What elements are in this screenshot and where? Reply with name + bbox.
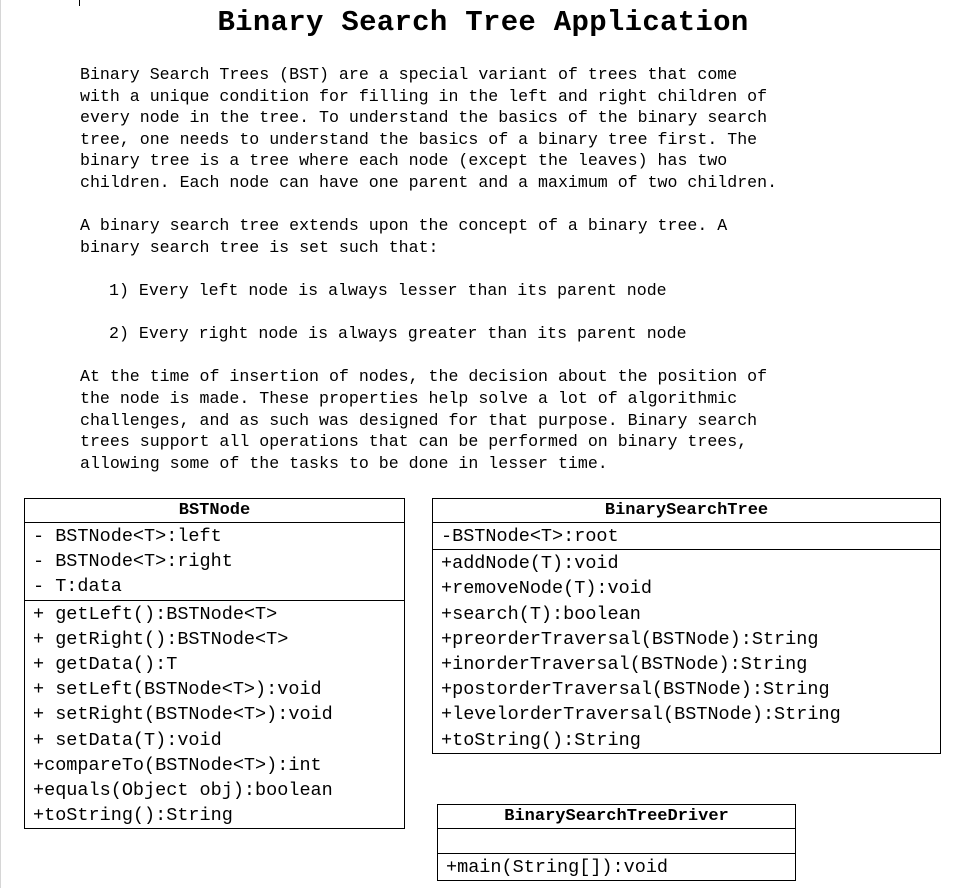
intro-line: children. Each node can have one parent and a maximum of two children. <box>80 172 778 192</box>
method-row: + getLeft():BSTNode<T> <box>33 603 278 625</box>
list-item: 1) Every left node is always lesser than its parent node <box>109 280 667 300</box>
method-row: +addNode(T):void <box>441 553 619 575</box>
field-row: -BSTNode<T>:root <box>441 526 619 547</box>
page-title: Binary Search Tree Application <box>217 6 749 39</box>
intro-text <box>80 64 900 474</box>
class-box-binary-search-tree <box>432 498 941 754</box>
method-row: +main(String[]):void <box>446 857 669 878</box>
methods-section <box>438 854 795 880</box>
intro-line: binary search tree is set such that: <box>80 237 439 257</box>
intro-line: binary tree is a tree where each node (except the leaves) has two <box>80 151 728 171</box>
intro-line: tree, one needs to understand the basics of a binary tree first. The <box>80 129 758 149</box>
method-row: + setLeft(BSTNode<T>):void <box>33 679 322 701</box>
class-name: BSTNode <box>25 499 404 523</box>
fields-section <box>438 829 795 854</box>
intro-line: trees support all operations that can be performed on binary trees, <box>80 432 748 452</box>
intro-line: the node is made. These properties help solve a lot of algorithmic <box>80 388 738 408</box>
class-box-binary-search-tree-driver <box>437 804 796 881</box>
intro-line: with a unique condition for filling in the left and right children of <box>80 86 768 106</box>
list-item: 2) Every right node is always greater than its parent node <box>109 324 687 344</box>
fields-section <box>433 523 940 550</box>
method-row: +removeNode(T):void <box>441 578 652 600</box>
method-row: + getRight():BSTNode<T> <box>33 628 289 650</box>
field-row: - BSTNode<T>:right <box>33 551 233 573</box>
method-row: +inorderTraversal(BSTNode):String <box>441 654 808 676</box>
intro-line: Binary Search Trees (BST) are a special variant of trees that come <box>80 65 738 84</box>
methods-section <box>433 550 940 753</box>
intro-line: every node in the tree. To understand the basics of the binary search <box>80 108 768 128</box>
method-row: +toString():String <box>33 805 233 827</box>
class-box-bstnode <box>24 498 405 829</box>
method-row: +preorderTraversal(BSTNode):String <box>441 628 819 650</box>
field-row: - BSTNode<T>:left <box>33 526 222 547</box>
method-row: +postorderTraversal(BSTNode):String <box>441 679 830 701</box>
method-row: +search(T):boolean <box>441 603 641 625</box>
intro-line: A binary search tree extends upon the concept of a binary tree. A <box>80 216 728 236</box>
class-name: BinarySearchTree <box>433 499 940 523</box>
class-name: BinarySearchTreeDriver <box>438 805 795 829</box>
fields-section <box>25 523 404 601</box>
method-row: +equals(Object obj):boolean <box>33 780 333 802</box>
page-edge <box>0 0 1 888</box>
method-row: + getData():T <box>33 654 178 676</box>
methods-section <box>25 601 404 829</box>
intro-line: allowing some of the tasks to be done in lesser time. <box>80 453 608 473</box>
intro-line: challenges, and as such was designed for that purpose. Binary search <box>80 410 758 430</box>
method-row: + setRight(BSTNode<T>):void <box>33 704 333 726</box>
intro-line: At the time of insertion of nodes, the decision about the position of <box>80 367 768 387</box>
method-row: + setData(T):void <box>33 729 222 751</box>
method-row: +compareTo(BSTNode<T>):int <box>33 754 322 776</box>
field-row: - T:data <box>33 576 122 598</box>
method-row: +toString():String <box>441 729 641 751</box>
method-row: +levelorderTraversal(BSTNode):String <box>441 704 841 726</box>
